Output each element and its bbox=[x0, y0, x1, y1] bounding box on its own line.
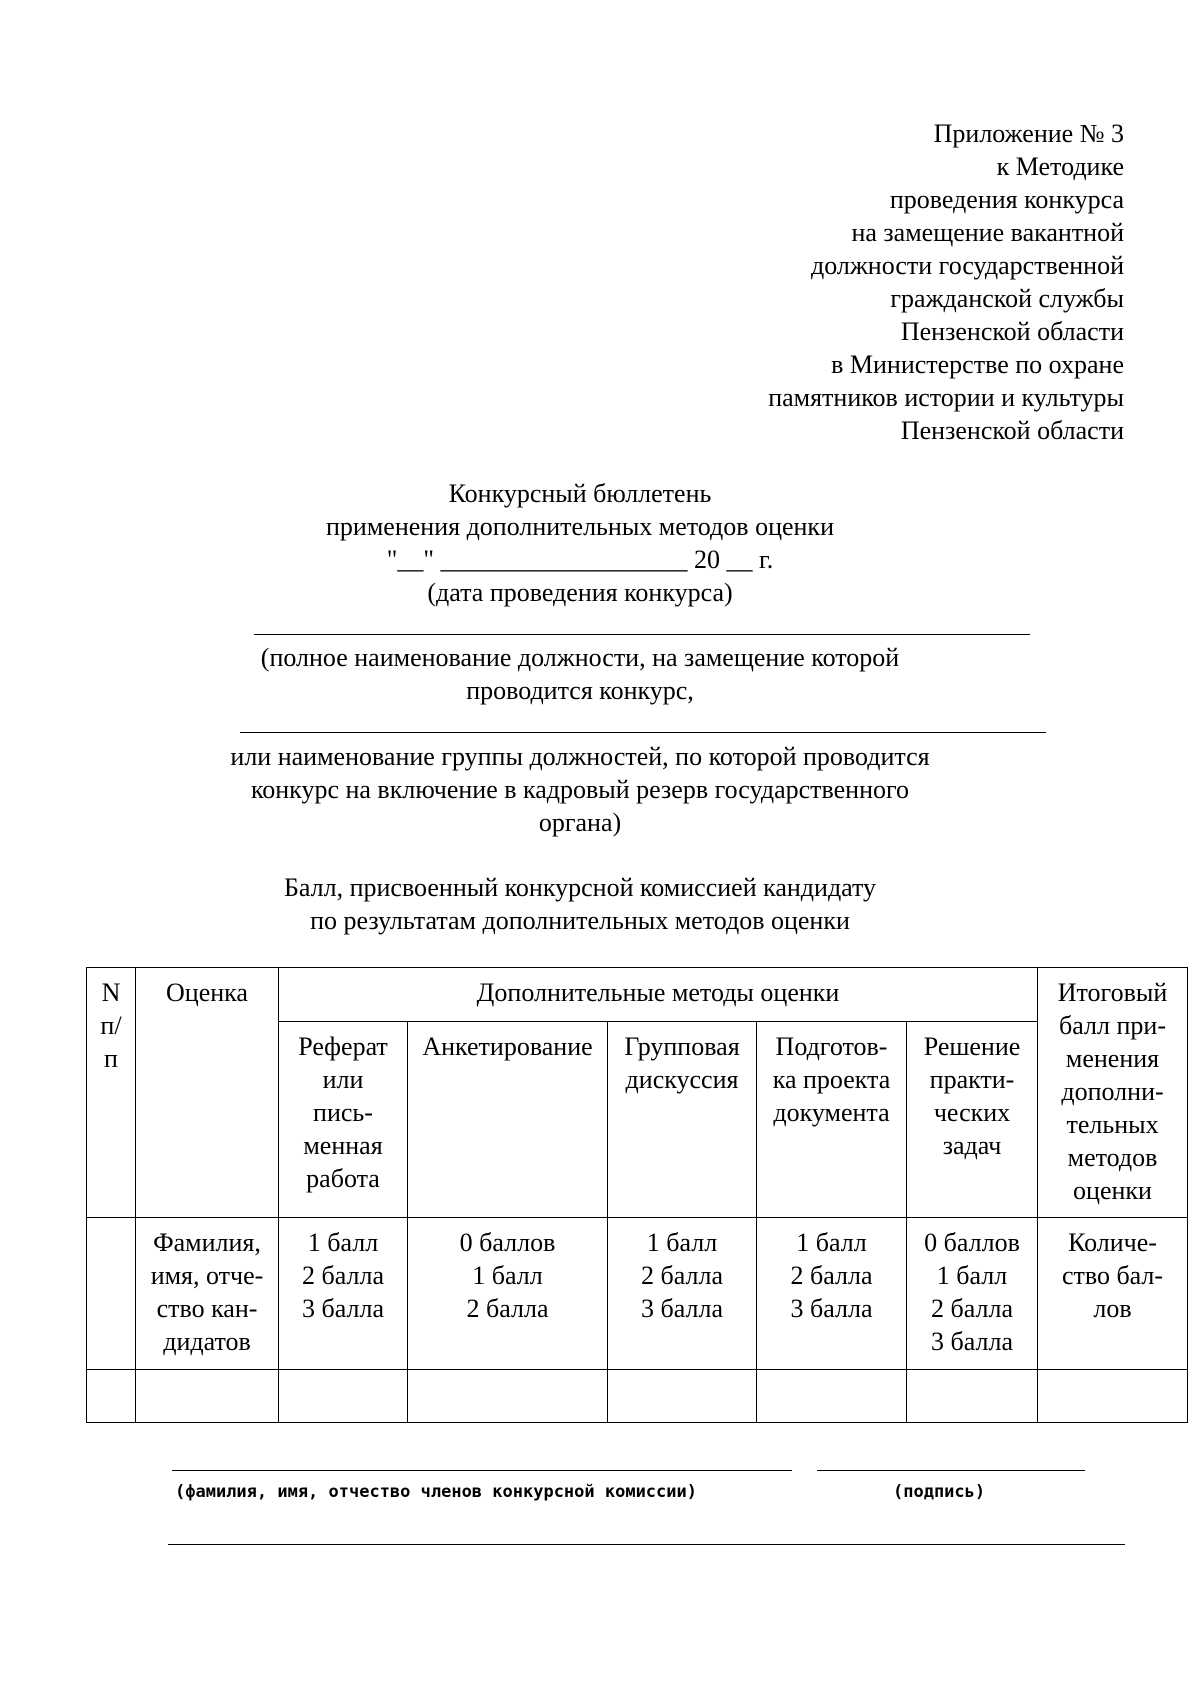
appendix-line: должности государственной bbox=[810, 251, 1124, 280]
header-text: методов bbox=[1067, 1143, 1158, 1172]
appendix-line: памятников истории и культуры bbox=[768, 383, 1124, 412]
date-caption: (дата проведения конкурса) bbox=[427, 578, 733, 607]
header-text: тельных bbox=[1066, 1110, 1159, 1139]
appendix-reference bbox=[524, 117, 1124, 447]
header-text: пись- bbox=[313, 1098, 373, 1127]
cell-text: 1 балл bbox=[646, 1228, 718, 1257]
ballot-subtitle: применения дополнительных методов оценки bbox=[326, 512, 834, 541]
header-text: дискуссия bbox=[625, 1065, 739, 1094]
appendix-line: к Методике bbox=[996, 152, 1124, 181]
cell-text: 3 балла bbox=[302, 1294, 384, 1323]
signature-caption: (подпись) bbox=[893, 1482, 986, 1502]
header-text: менная bbox=[303, 1131, 383, 1160]
header-number bbox=[87, 968, 136, 1218]
table-cell bbox=[87, 1218, 136, 1370]
header-text: или bbox=[322, 1065, 364, 1094]
header-method-discussion bbox=[608, 1022, 757, 1218]
header-text: Решение bbox=[923, 1032, 1021, 1061]
cell-text: 0 баллов bbox=[924, 1228, 1020, 1257]
cell-text: дидатов bbox=[163, 1327, 251, 1356]
table-cell bbox=[408, 1370, 608, 1423]
header-text: оценки bbox=[1073, 1176, 1152, 1205]
cell-text: 1 балл bbox=[307, 1228, 379, 1257]
members-caption: (фамилия, имя, отчество членов конкурсной комиссии) bbox=[175, 1482, 697, 1502]
table-cell bbox=[87, 1370, 136, 1423]
appendix-line: на замещение вакантной bbox=[851, 218, 1124, 247]
header-method-tasks bbox=[907, 1022, 1038, 1218]
cell-text: Фамилия, bbox=[153, 1228, 261, 1257]
cell-text: имя, отче- bbox=[150, 1261, 264, 1290]
header-text: документа bbox=[773, 1098, 890, 1127]
score-heading bbox=[140, 871, 1020, 937]
table-row bbox=[87, 1218, 1188, 1370]
header-text: практи- bbox=[929, 1065, 1015, 1094]
header-method-document bbox=[757, 1022, 907, 1218]
header-rating: Оценка bbox=[136, 968, 279, 1218]
header-total bbox=[1038, 968, 1188, 1218]
header-text: Групповая bbox=[624, 1032, 740, 1061]
appendix-line: Пензенской области bbox=[900, 416, 1124, 445]
cell-text: 1 балл bbox=[472, 1261, 543, 1290]
table-cell bbox=[757, 1370, 907, 1423]
header-text: Реферат bbox=[298, 1032, 388, 1061]
header-method-essay bbox=[279, 1022, 408, 1218]
total-score-label bbox=[1038, 1218, 1188, 1370]
score-options-discussion bbox=[608, 1218, 757, 1370]
cell-text: 2 балла bbox=[302, 1261, 384, 1290]
header-text: задач bbox=[942, 1131, 1002, 1160]
date-line: "__" ___________________ 20 __ г. bbox=[386, 545, 774, 574]
header-text: N bbox=[101, 978, 121, 1007]
cell-text: 3 балла bbox=[931, 1327, 1013, 1356]
caption-line: проводится конкурс, bbox=[466, 676, 694, 705]
table-cell bbox=[1038, 1370, 1188, 1423]
header-text: ческих bbox=[933, 1098, 1011, 1127]
group-name-line bbox=[240, 732, 1046, 733]
header-text: работа bbox=[306, 1164, 380, 1193]
caption-line: органа) bbox=[538, 808, 622, 837]
caption-line: или наименование группы должностей, по которой проводится bbox=[230, 742, 930, 771]
appendix-line: Пензенской области bbox=[900, 317, 1124, 346]
caption-line: (полное наименование должности, на замещение которой bbox=[260, 643, 900, 672]
heading-line: Балл, присвоенный конкурсной комиссией кандидату bbox=[283, 873, 877, 902]
cell-text: ство бал- bbox=[1061, 1261, 1164, 1290]
cell-text: 2 балла bbox=[931, 1294, 1013, 1323]
header-text: дополни- bbox=[1061, 1077, 1164, 1106]
cell-text: 1 балл bbox=[936, 1261, 1008, 1290]
table-cell bbox=[608, 1370, 757, 1423]
position-caption bbox=[140, 641, 1020, 707]
score-options-essay bbox=[279, 1218, 408, 1370]
score-options-survey bbox=[408, 1218, 608, 1370]
header-text: ка проекта bbox=[772, 1065, 891, 1094]
cell-text: 2 балла bbox=[790, 1261, 873, 1290]
group-caption bbox=[140, 740, 1020, 839]
header-methods: Дополнительные методы оценки bbox=[279, 968, 1038, 1022]
position-name-line bbox=[254, 634, 1030, 635]
cell-text: ство кан- bbox=[156, 1294, 258, 1323]
appendix-line: проведения конкурса bbox=[889, 185, 1124, 214]
header-text: Анкетирование bbox=[422, 1032, 593, 1061]
table-row bbox=[87, 1370, 1188, 1423]
cell-text: 3 балла bbox=[641, 1294, 723, 1323]
cell-text: лов bbox=[1093, 1294, 1132, 1323]
header-text: Итоговый bbox=[1057, 978, 1168, 1007]
bottom-line bbox=[168, 1544, 1125, 1545]
header-text: балл при- bbox=[1059, 1011, 1166, 1040]
signature-line bbox=[817, 1470, 1085, 1471]
cell-text: 3 балла bbox=[790, 1294, 873, 1323]
cell-text: Количе- bbox=[1068, 1228, 1157, 1257]
appendix-line: гражданской службы bbox=[890, 284, 1124, 313]
header-text: менения bbox=[1065, 1044, 1160, 1073]
scoring-table bbox=[86, 967, 1188, 1423]
score-options-tasks bbox=[907, 1218, 1038, 1370]
cell-text: 2 балла bbox=[466, 1294, 549, 1323]
score-options-document bbox=[757, 1218, 907, 1370]
ballot-title-block bbox=[140, 477, 1020, 609]
table-cell bbox=[279, 1370, 408, 1423]
caption-line: конкурс на включение в кадровый резерв государственного bbox=[250, 775, 910, 804]
table-cell bbox=[907, 1370, 1038, 1423]
appendix-line: Приложение № 3 bbox=[933, 119, 1124, 148]
cell-text: 1 балл bbox=[796, 1228, 867, 1257]
members-name-line bbox=[172, 1470, 792, 1471]
heading-line: по результатам дополнительных методов оценки bbox=[310, 906, 850, 935]
header-text: п bbox=[104, 1044, 118, 1073]
header-method-survey bbox=[408, 1022, 608, 1218]
cell-text: 0 баллов bbox=[459, 1228, 556, 1257]
header-text: Подготов- bbox=[775, 1032, 888, 1061]
cell-text: 2 балла bbox=[641, 1261, 723, 1290]
ballot-title: Конкурсный бюллетень bbox=[448, 479, 712, 508]
candidates-label bbox=[136, 1218, 279, 1370]
header-text: п/ bbox=[100, 1011, 122, 1040]
table-cell bbox=[136, 1370, 279, 1423]
appendix-line: в Министерстве по охране bbox=[831, 350, 1124, 379]
